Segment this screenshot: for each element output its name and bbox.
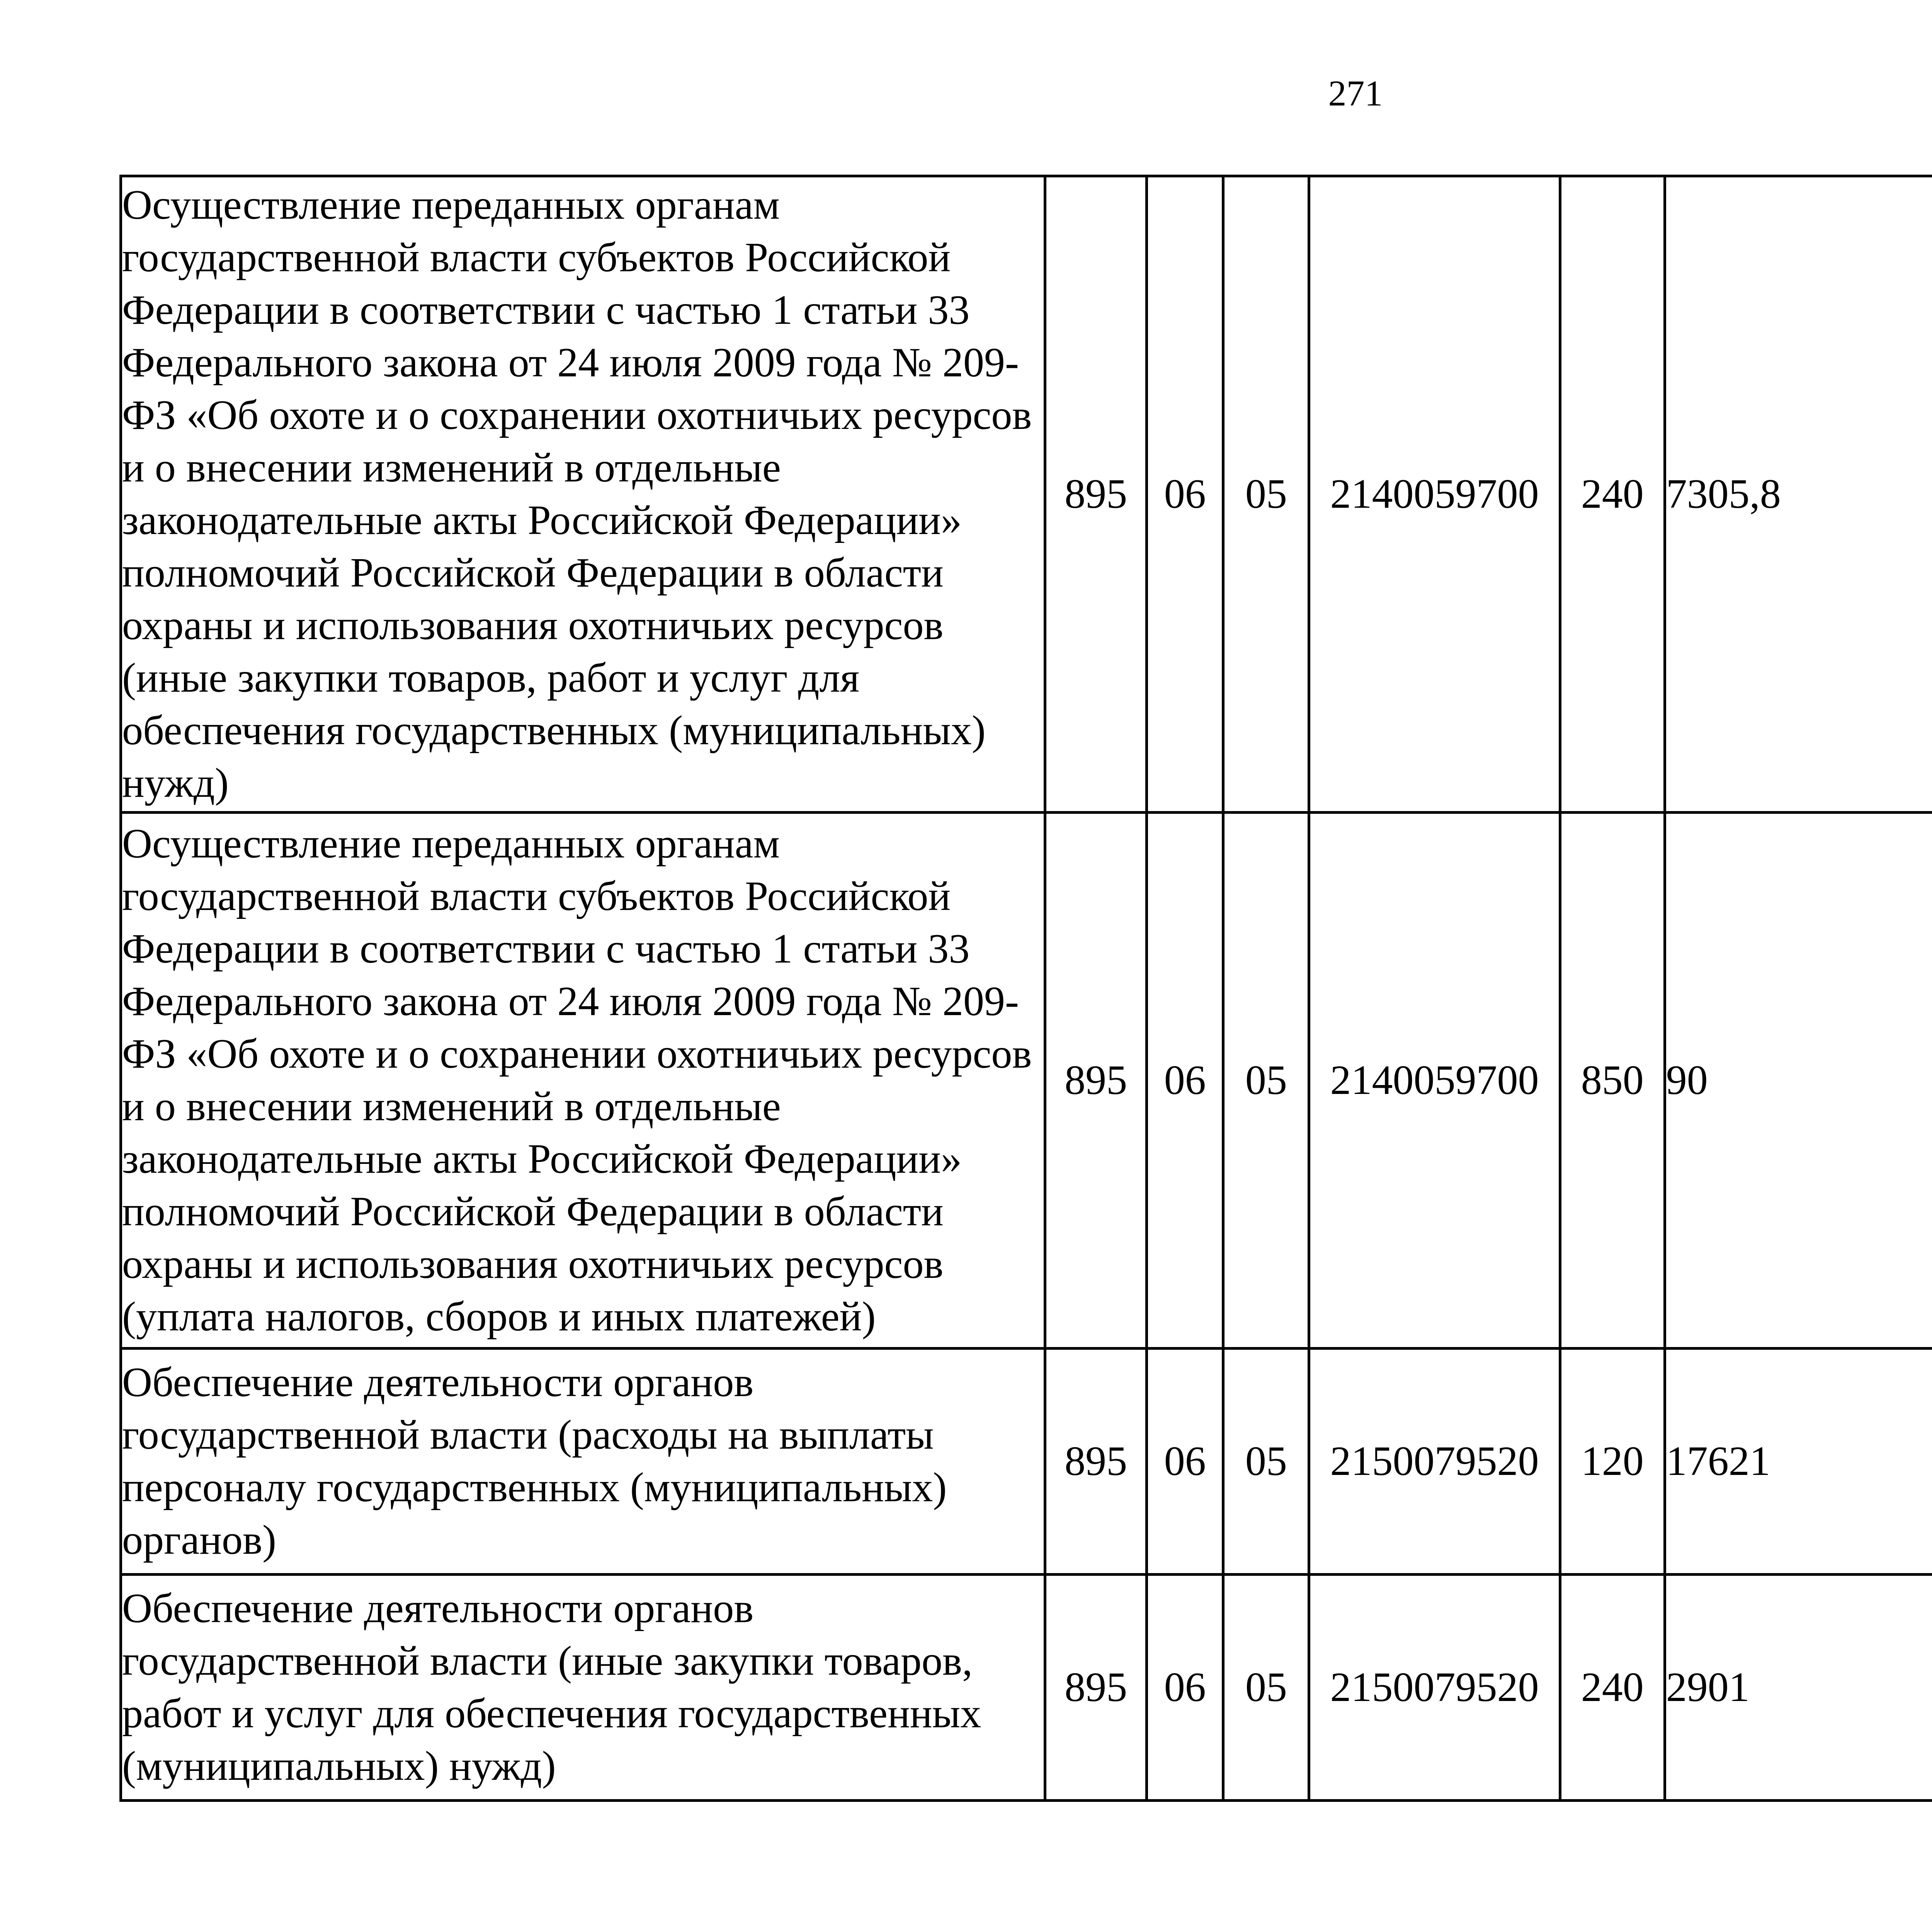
ministry-code: 895 xyxy=(1045,1349,1147,1575)
section-code: 06 xyxy=(1147,176,1223,813)
row-description: Осуществление переданных органам государственной власти субъектов Российской Федерации в соответствии с частью 1 статьи 33 Федерального закона от 24 июля 2009 года № 209-ФЗ «Об охоте и о сохранении охотничьих ресурсов и о внесении изменений в отдельные законодательные акты Российской Федерации» полномочий Российской Федерации в области охраны и использования охотничьих ресурсов (иные закупки товаров, работ и услуг для обеспечения государственных (муниципальных) нужд) xyxy=(121,176,1045,813)
expense-type-code: 120 xyxy=(1560,1349,1665,1575)
subsection-code: 05 xyxy=(1223,1575,1309,1801)
amount-year-1: 2901 xyxy=(1665,1575,1932,1801)
section-code: 06 xyxy=(1147,813,1223,1349)
target-article-code: 2150079520 xyxy=(1309,1349,1560,1575)
ministry-code: 895 xyxy=(1045,813,1147,1349)
amount-year-1: 7305,8 xyxy=(1665,176,1932,813)
target-article-code: 2140059700 xyxy=(1309,813,1560,1349)
target-article-code: 2140059700 xyxy=(1309,176,1560,813)
table-row xyxy=(121,1349,1932,1575)
table-row xyxy=(121,1575,1932,1801)
table-row xyxy=(121,813,1932,1349)
amount-year-1: 17621 xyxy=(1665,1349,1932,1575)
ministry-code: 895 xyxy=(1045,1575,1147,1801)
expense-type-code: 240 xyxy=(1560,1575,1665,1801)
subsection-code: 05 xyxy=(1223,813,1309,1349)
subsection-code: 05 xyxy=(1223,176,1309,813)
budget-table xyxy=(119,175,1932,1802)
amount-year-1: 90 xyxy=(1665,813,1932,1349)
section-code: 06 xyxy=(1147,1349,1223,1575)
section-code: 06 xyxy=(1147,1575,1223,1801)
row-description: Обеспечение деятельности органов государственной власти (расходы на выплаты персоналу государственных (муниципальных) органов) xyxy=(121,1349,1045,1575)
expense-type-code: 850 xyxy=(1560,813,1665,1349)
target-article-code: 2150079520 xyxy=(1309,1575,1560,1801)
subsection-code: 05 xyxy=(1223,1349,1309,1575)
row-description: Осуществление переданных органам государственной власти субъектов Российской Федерации в соответствии с частью 1 статьи 33 Федерального закона от 24 июля 2009 года № 209-ФЗ «Об охоте и о сохранении охотничьих ресурсов и о внесении изменений в отдельные законодательные акты Российской Федерации» полномочий Российской Федерации в области охраны и использования охотничьих ресурсов (уплата налогов, сборов и иных платежей) xyxy=(121,813,1045,1349)
row-description: Обеспечение деятельности органов государственной власти (иные закупки товаров, работ и услуг для обеспечения государственных (муниципальных) нужд) xyxy=(121,1575,1045,1801)
expense-type-code: 240 xyxy=(1560,176,1665,813)
page-number: 271 xyxy=(1328,73,1383,114)
table-row xyxy=(121,176,1932,813)
ministry-code: 895 xyxy=(1045,176,1147,813)
